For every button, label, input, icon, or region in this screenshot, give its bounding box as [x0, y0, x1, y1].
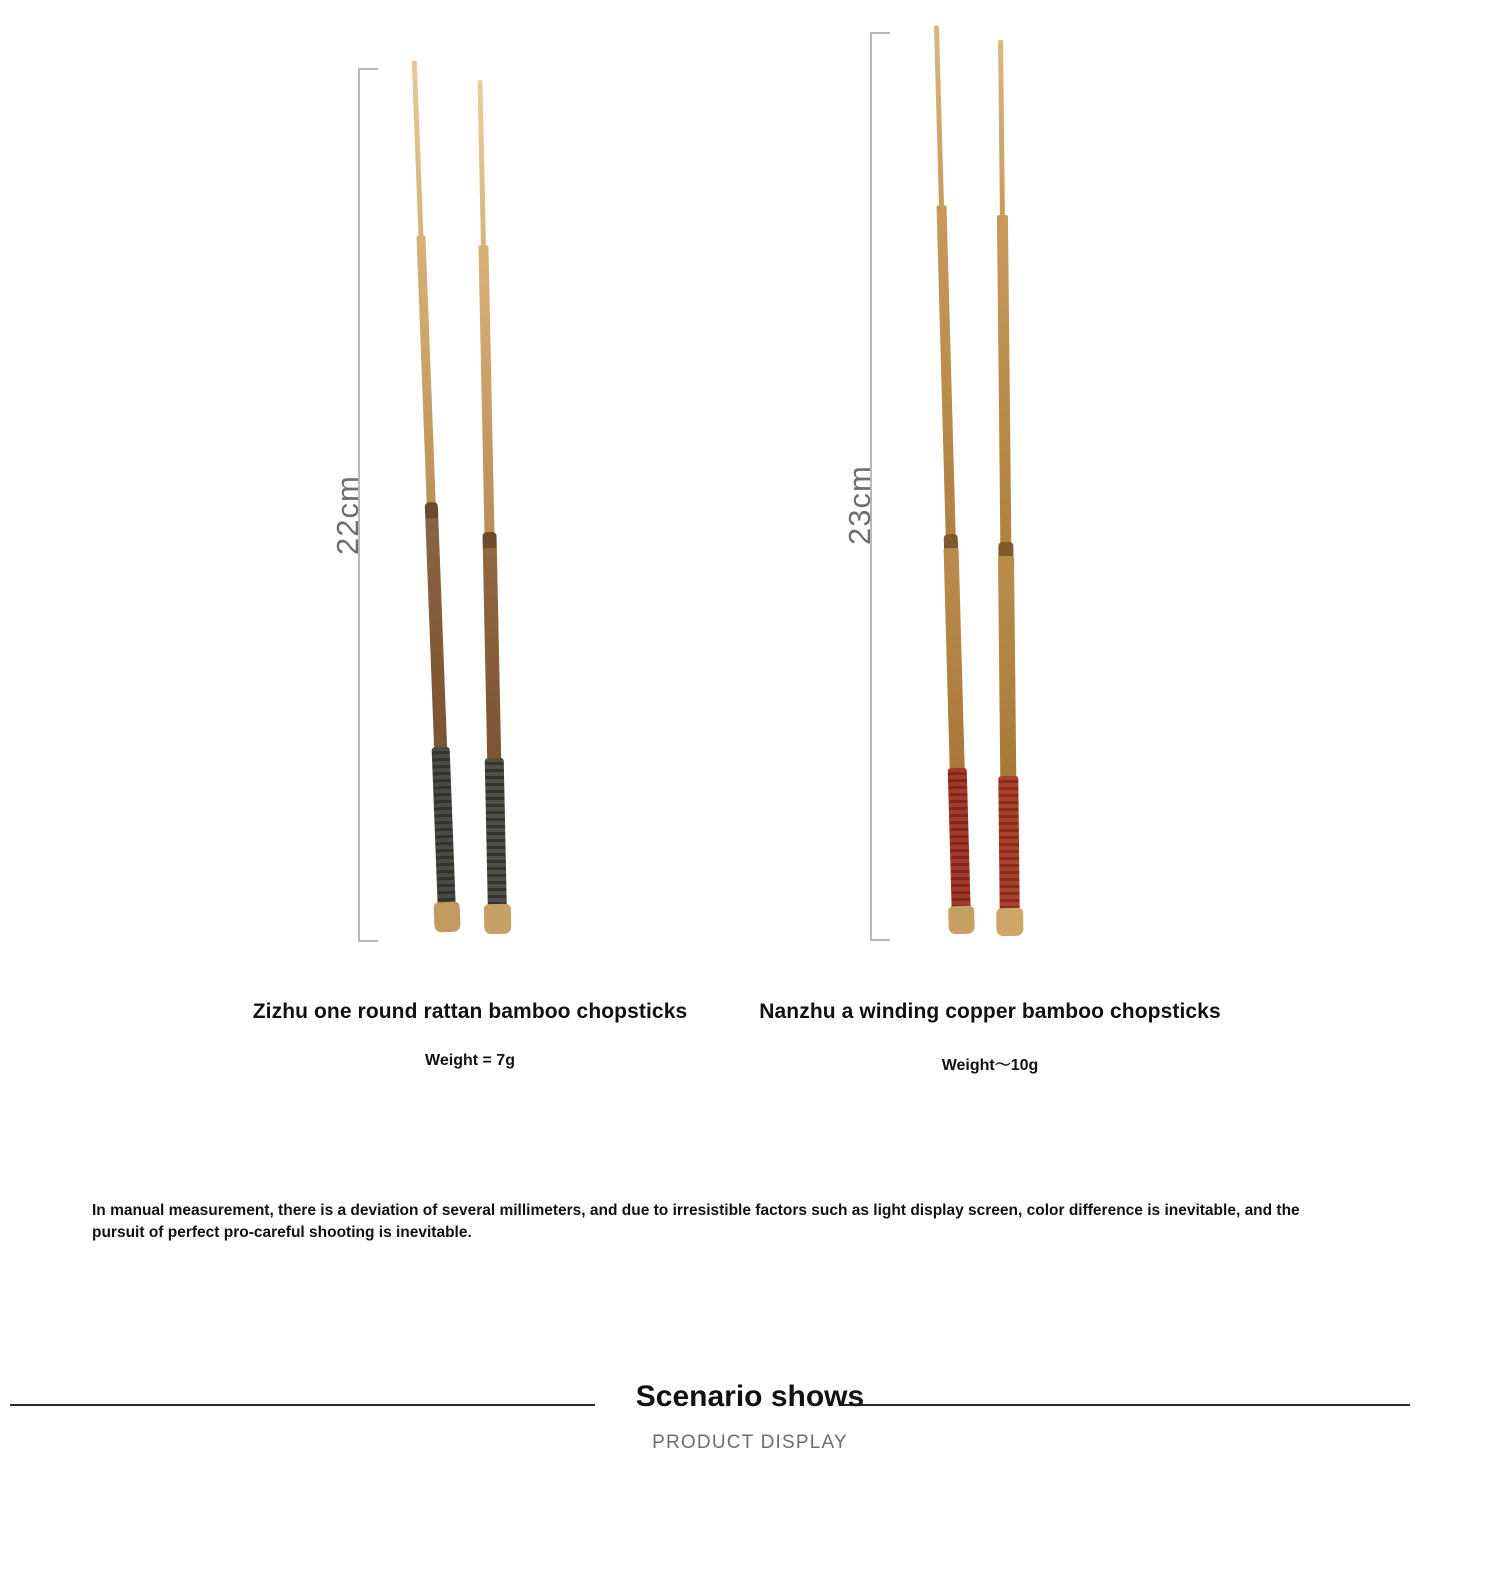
chopsticks-image-nanzhu [730, 0, 1250, 960]
scenario-subtitle: PRODUCT DISPLAY [652, 1432, 848, 1453]
product-card-nanzhu [730, 0, 1250, 1110]
product-title-nanzhu: Nanzhu a winding copper bamboo chopsticks [759, 1000, 1221, 1023]
stick-lower-shaft [944, 548, 965, 770]
stick-lower-shaft [998, 556, 1016, 780]
stick-end-cap [484, 904, 512, 935]
stick-end-cap [996, 908, 1023, 936]
stick-wrap [432, 747, 456, 906]
chopsticks-image-zizhu [210, 0, 730, 960]
product-weight-zizhu: Weight = 7g [425, 1052, 515, 1069]
chopstick-back-nanzhu [916, 25, 982, 941]
chopstick-front-zizhu [460, 80, 518, 941]
chopstick-front-nanzhu [981, 40, 1030, 940]
measurement-disclaimer: In manual measurement, there is a deviation of several millimeters, and due to irresistible factors such as light display screen, color difference is inevitable, and the pursuit of perfect pro-careful shooting is inevitable. [92, 1202, 1300, 1242]
stick-bark-shaft [425, 518, 447, 750]
stick-wrap [948, 768, 971, 910]
stick-wrap [485, 758, 507, 908]
stick-upper-shaft [478, 245, 494, 540]
stick-upper-shaft [997, 215, 1011, 548]
stick-upper-shaft [936, 205, 955, 540]
stick-bark-shaft [483, 548, 501, 760]
stick-tip [934, 25, 944, 210]
stick-tip [477, 80, 486, 250]
scenario-section-divider [0, 1380, 1500, 1500]
stick-wrap [998, 776, 1019, 912]
stick-end-cap [434, 902, 461, 933]
chopstick-back-zizhu [394, 60, 468, 941]
stick-tip [412, 61, 424, 241]
measurement-label-nanzhu: 23cm [842, 465, 877, 545]
scenario-title: Scenario shows [635, 1380, 865, 1413]
measurement-label-zizhu: 22cm [330, 475, 365, 555]
product-weight-nanzhu: Weight～10g [941, 1057, 1039, 1074]
product-card-zizhu [210, 0, 730, 1110]
product-title-zizhu: Zizhu one round rattan bamboo chopsticks [252, 1000, 688, 1023]
stick-upper-shaft [416, 235, 436, 510]
stick-tip [998, 40, 1005, 220]
stick-end-cap [948, 906, 975, 935]
